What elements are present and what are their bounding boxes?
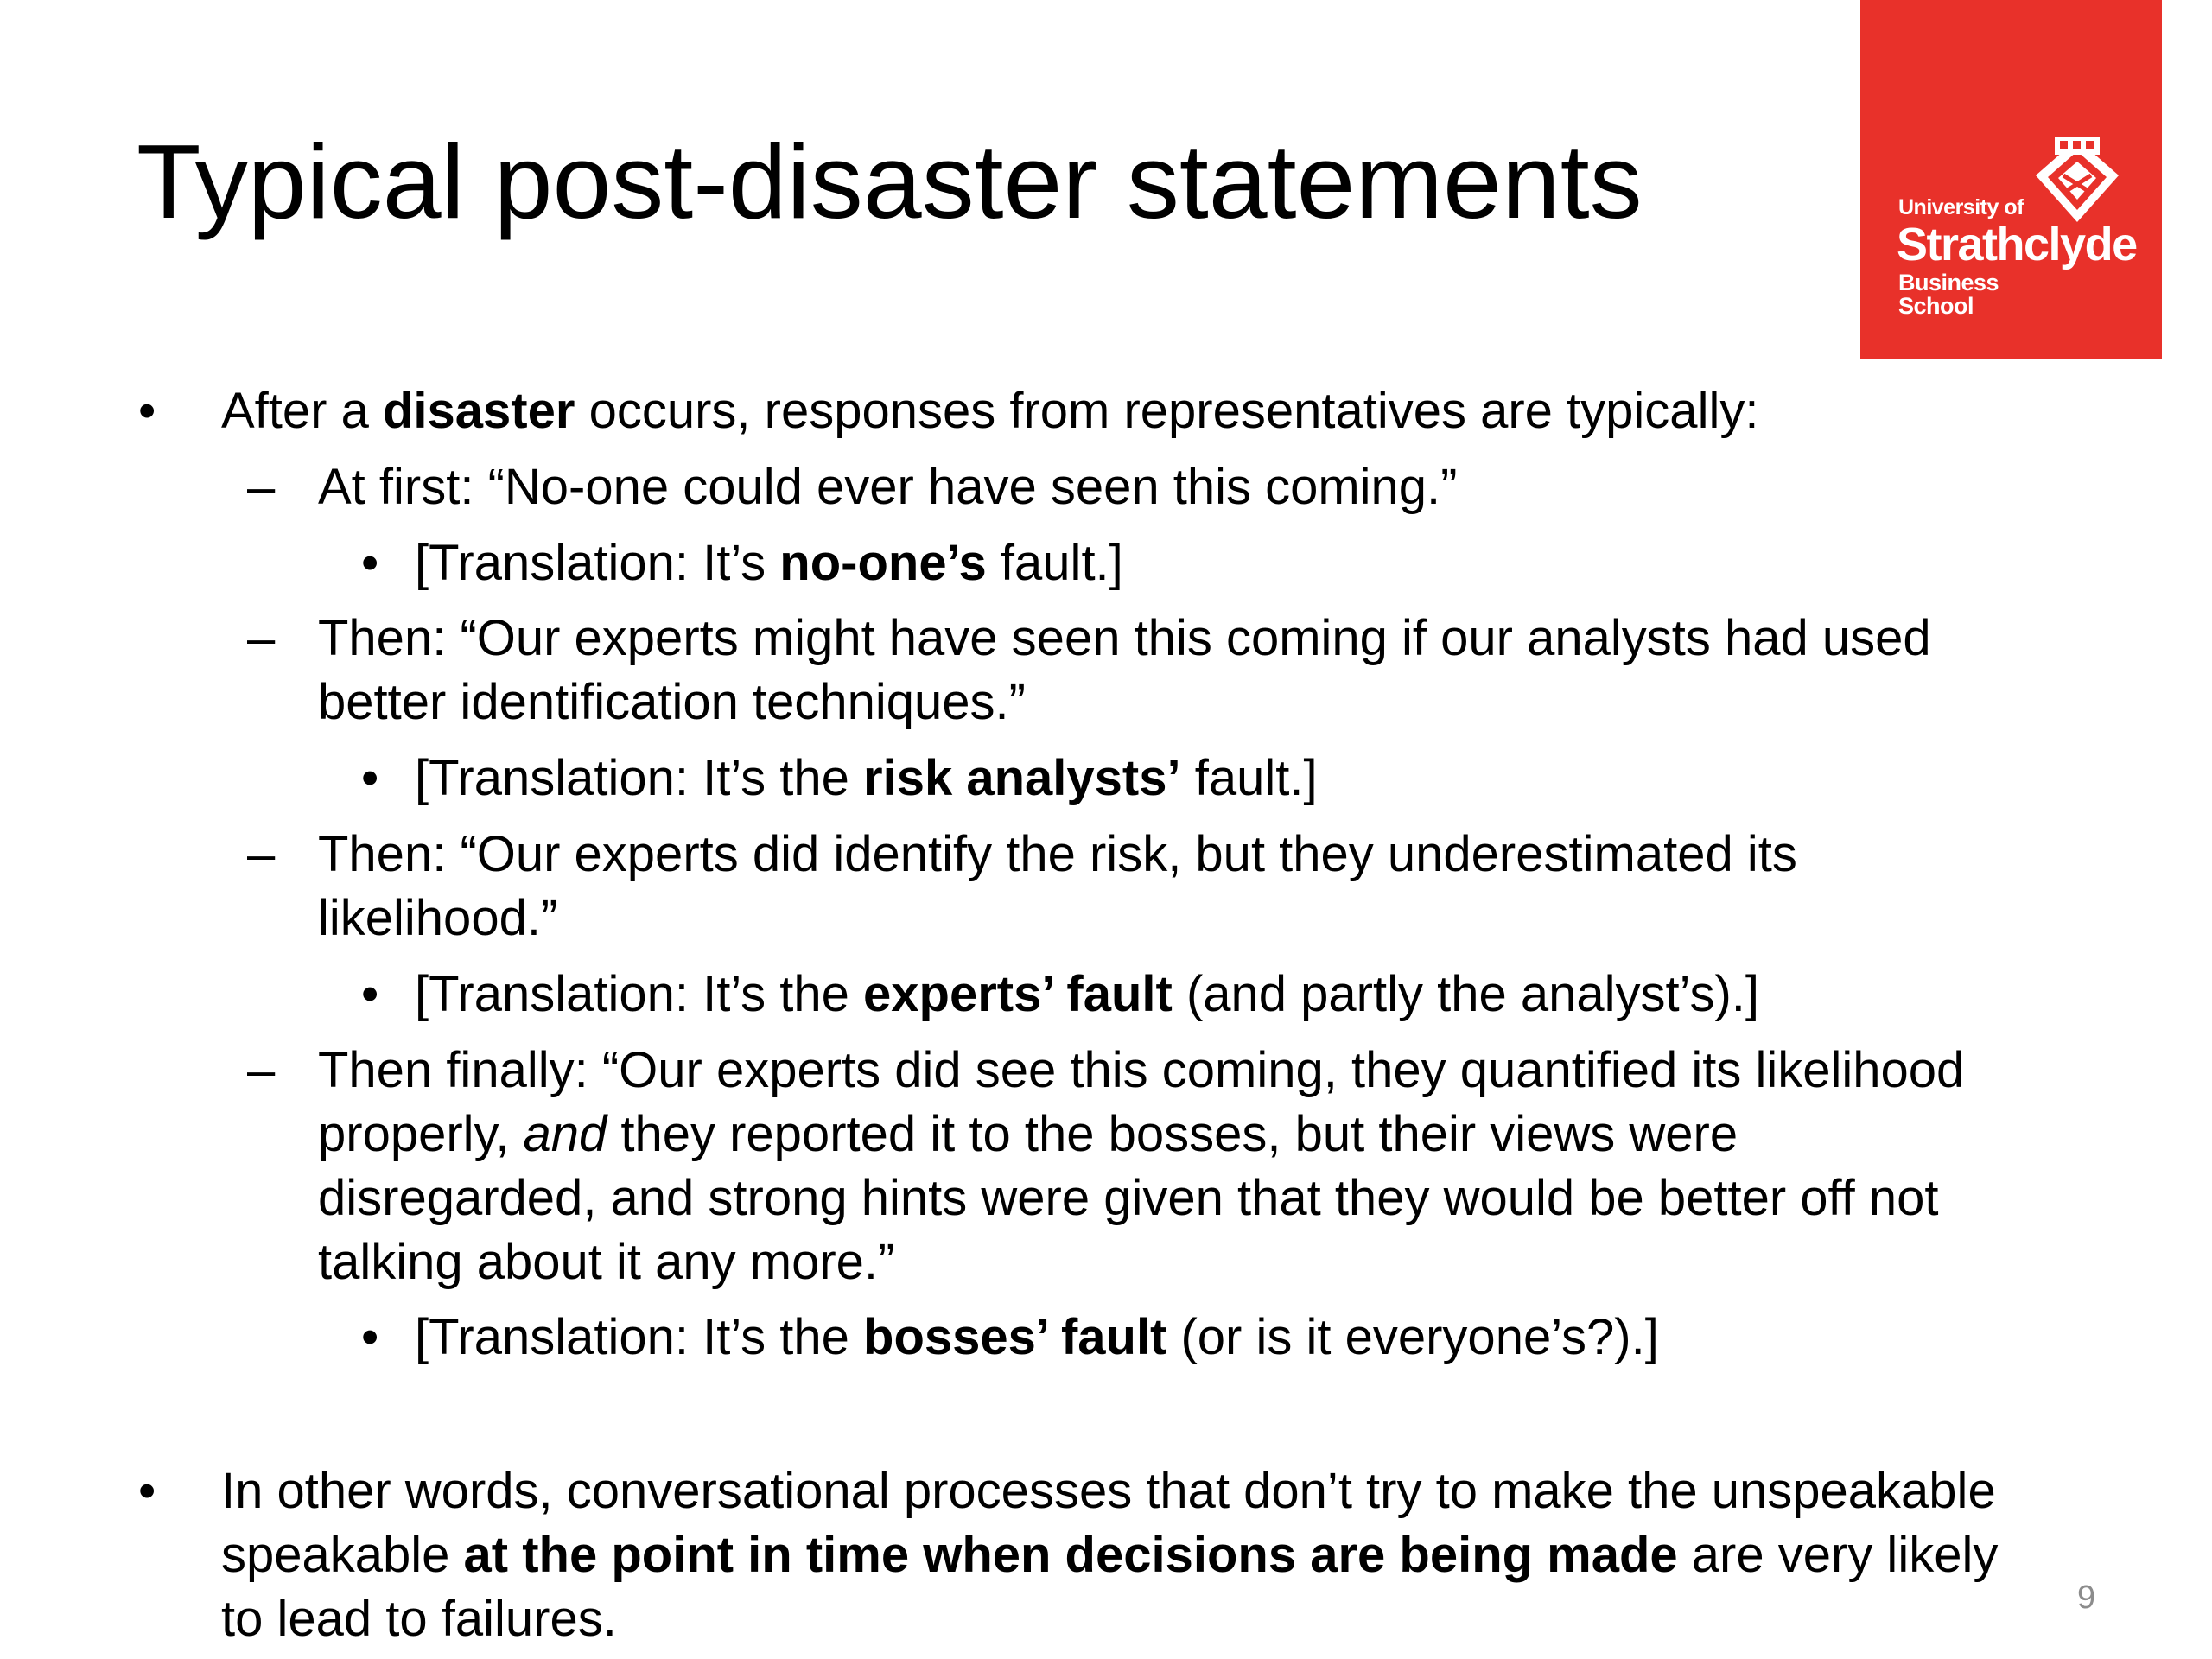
crest-icon — [2029, 132, 2126, 229]
page-number: 9 — [2077, 1580, 2096, 1616]
bullet-in-other-words-line3: to lead to failures. — [221, 1591, 617, 1647]
bullet-in-other-words-line2: speakable at the point in time when decisions are being made are very likely — [221, 1527, 1999, 1583]
bullet-marker: • — [361, 535, 379, 591]
logo-business: Business — [1898, 270, 1999, 296]
sub-bullet-then-1-line2: better identification techniques.” — [318, 674, 1026, 730]
sub-bullet-then-2-line1: Then: “Our experts did identify the risk, but they underestimated its — [318, 826, 1797, 882]
bullet-in-other-words-line1: In other words, conversational processes that don’t try to make the unspeakable — [221, 1463, 1996, 1519]
bullet-marker: • — [361, 966, 379, 1022]
bullet-marker: • — [138, 383, 156, 439]
translation-no-one: [Translation: It’s no-one’s fault.] — [415, 535, 1123, 591]
logo-business-school — [1898, 271, 1999, 318]
bullet-marker: • — [138, 1463, 156, 1519]
university-logo — [1860, 0, 2162, 359]
translation-risk-analysts: [Translation: It’s the risk analysts’ fault.] — [415, 750, 1318, 806]
dash-marker: – — [247, 459, 276, 515]
sub-bullet-then-finally-line2: properly, and they reported it to the bosses, but their views were — [318, 1106, 1738, 1162]
sub-bullet-then-finally-line4: talking about it any more.” — [318, 1234, 895, 1290]
dash-marker: – — [247, 1042, 276, 1098]
bullet-marker: • — [361, 750, 379, 806]
translation-experts: [Translation: It’s the experts’ fault (and partly the analyst’s).] — [415, 966, 1759, 1022]
translation-bosses: [Translation: It’s the bosses’ fault (or is it everyone’s?).] — [415, 1309, 1659, 1365]
bullet-disaster-responses: After a disaster occurs, responses from representatives are typically: — [221, 383, 1759, 439]
sub-bullet-then-1-line1: Then: “Our experts might have seen this coming if our analysts had used — [318, 610, 1931, 666]
logo-university-of: University of — [1898, 195, 2024, 219]
sub-bullet-then-finally-line3: disregarded, and strong hints were given that they would be better off not — [318, 1170, 1939, 1226]
dash-marker: – — [247, 826, 276, 882]
bullet-marker: • — [361, 1309, 379, 1365]
logo-strathclyde: Strathclyde — [1897, 219, 2137, 270]
slide-title: Typical post-disaster statements — [137, 123, 1643, 240]
sub-bullet-then-2-line2: likelihood.” — [318, 890, 558, 946]
sub-bullet-then-finally-line1: Then finally: “Our experts did see this coming, they quantified its likelihood — [318, 1042, 1965, 1098]
dash-marker: – — [247, 610, 276, 666]
logo-school: School — [1898, 293, 1974, 319]
sub-bullet-at-first: At first: “No-one could ever have seen this coming.” — [318, 459, 1458, 515]
